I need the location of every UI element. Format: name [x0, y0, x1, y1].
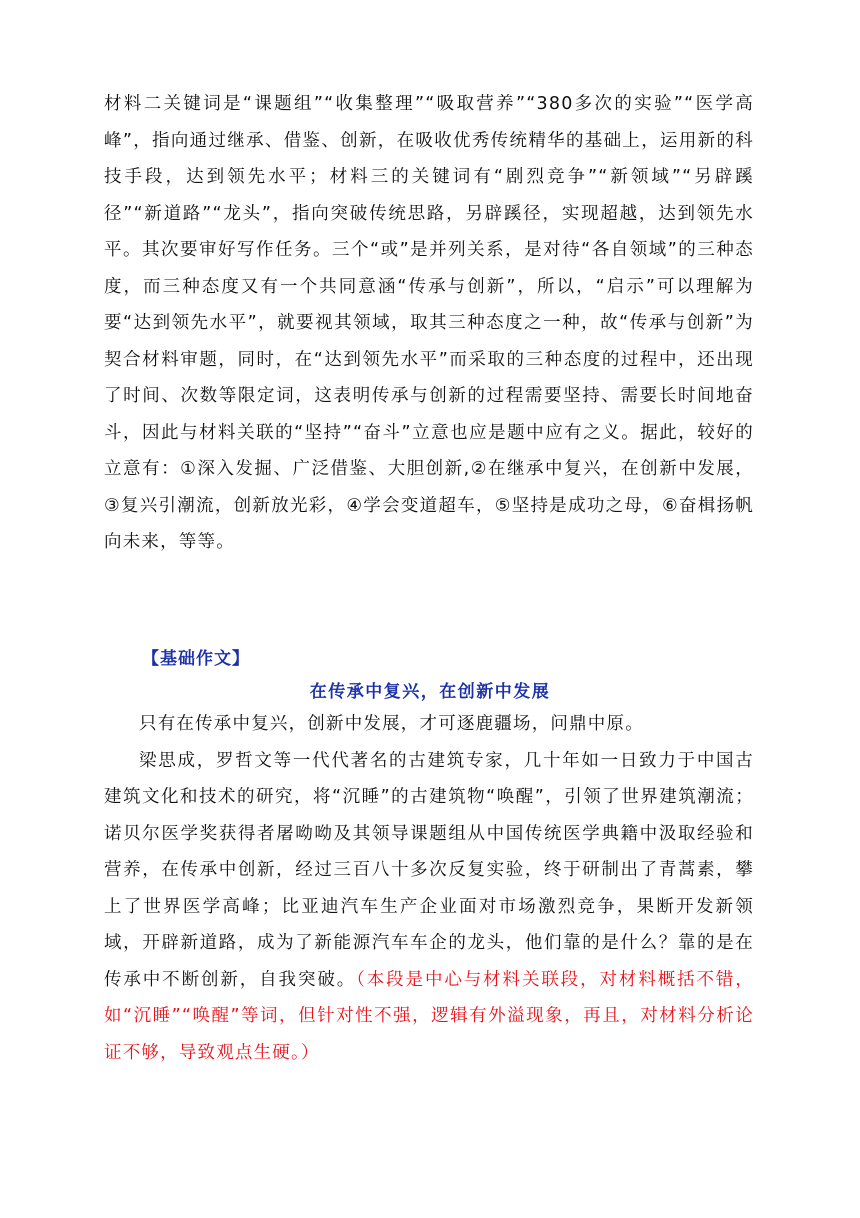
- teacher-comment: （本段是中心与材料关联段，对材料概括不错，如“沉睡”“唤醒”等词，但针对性不强，逻辑有外溢现象，再且，对材料分析论证不够，导致观点生硬。）: [104, 969, 754, 1063]
- section-label: 【基础作文】: [142, 649, 250, 669]
- analysis-paragraph: 材料二关键词是“课题组”“收集整理”“吸取营养”“380多次的实验”“医学高峰”，指向通过继承、借鉴、创新，在吸收优秀传统精华的基础上，运用新的科技手段，达到领先水平；材料三的关键词有“剧烈竞争”“新领域”“另辟蹊径”“新道路”“龙头”，指向突破传统思路，另辟蹊径，实现超越，达到领先水平。其次要审好写作任务。三个“或”是并列关系，是对待“各自领域”的三种态度，而三种态度又有一个共同意涵“传承与创新”，所以，“启示”可以理解为要“达到领先水平”，就要视其领域，取其三种态度之一种，故“传承与创新”为契合材料审题，同时，在“达到领先水平”而采取的三种态度的过程中，还出现了时间、次数等限定词，这表明传承与创新的过程需要坚持、需要长时间地奋斗，因此与材料关联的“坚持”“奋斗”立意也应是题中应有之义。据此，较好的立意有：①深入发掘、广泛借鉴、大胆创新,②在继承中复兴，在创新中发展，③复兴引潮流，创新放光彩，④学会变道超车，⑤坚持是成功之母，⑥奋楫扬帆向未来，等等。: [104, 94, 754, 552]
- essay-body: [104, 706, 754, 1071]
- essay-title: 在传承中复兴，在创新中发展: [309, 682, 551, 702]
- essay-paragraph-2-text: 梁思成，罗哲文等一代代著名的古建筑专家，几十年如一日致力于中国古建筑文化和技术的研究，将“沉睡”的古建筑物“唤醒”，引领了世界建筑潮流；诺贝尔医学奖获得者屠呦呦及其领导课题组从中国传统医学典籍中汲取经验和营养，在传承中创新，经过三百八十多次反复实验，终于研制出了青蒿素，攀上了世界医学高峰；比亚迪汽车生产企业面对市场激烈竞争，果断开发新领域，开辟新道路，成为了新能源汽车车企的龙头，他们靠的是什么？靠的是在传承中不断创新，自我突破。: [104, 750, 754, 990]
- essay-paragraph-1: 只有在传承中复兴，创新中发展，才可逐鹿疆场，问鼎中原。: [139, 714, 644, 734]
- essay-paragraph-2: [104, 743, 754, 1072]
